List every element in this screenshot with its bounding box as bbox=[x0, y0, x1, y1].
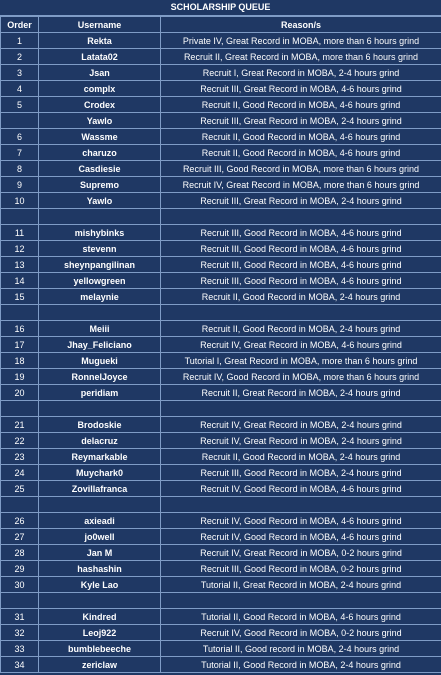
table-row bbox=[1, 417, 441, 433]
table-row bbox=[1, 49, 441, 65]
username-cell[interactable]: Jan M bbox=[39, 545, 161, 561]
username-cell[interactable]: axieadi bbox=[39, 513, 161, 529]
username-cell[interactable]: Casdiesie bbox=[39, 161, 161, 177]
reason-cell[interactable]: Recruit II, Great Record in MOBA, 2-4 hours grind bbox=[161, 385, 441, 401]
table-row bbox=[1, 353, 441, 369]
reason-cell[interactable]: Recruit IV, Good Record in MOBA, 4-6 hours grind bbox=[161, 481, 441, 497]
username-cell[interactable]: Kindred bbox=[39, 609, 161, 625]
username-cell[interactable]: Latata02 bbox=[39, 49, 161, 65]
reason-cell[interactable]: Recruit III, Good Record in MOBA, 0-2 hours grind bbox=[161, 561, 441, 577]
reason-cell[interactable]: Recruit II, Good Record in MOBA, 2-4 hours grind bbox=[161, 449, 441, 465]
reason-cell[interactable]: Recruit IV, Great Record in MOBA, 2-4 hours grind bbox=[161, 433, 441, 449]
order-cell[interactable]: 10 bbox=[1, 193, 39, 209]
empty-cell[interactable] bbox=[1, 593, 39, 609]
table-row bbox=[1, 625, 441, 641]
sheet-title: SCHOLARSHIP QUEUE bbox=[0, 0, 441, 16]
reason-cell[interactable]: Recruit IV, Good Record in MOBA, more than 6 hours grind bbox=[161, 369, 441, 385]
order-cell[interactable]: 25 bbox=[1, 481, 39, 497]
table-row bbox=[1, 561, 441, 577]
column-header-username[interactable]: Username bbox=[39, 17, 161, 33]
table-row bbox=[1, 609, 441, 625]
username-cell[interactable]: Yawlo bbox=[39, 113, 161, 129]
reason-cell[interactable]: Recruit III, Good Record in MOBA, 2-4 hours grind bbox=[161, 465, 441, 481]
spacer-row bbox=[1, 401, 441, 417]
empty-cell[interactable] bbox=[1, 209, 39, 225]
reason-cell[interactable]: Tutorial II, Good record in MOBA, 2-4 hours grind bbox=[161, 641, 441, 657]
reason-cell[interactable]: Recruit III, Great Record in MOBA, 2-4 hours grind bbox=[161, 193, 441, 209]
username-cell[interactable]: Rekta bbox=[39, 33, 161, 49]
order-cell[interactable]: 29 bbox=[1, 561, 39, 577]
reason-cell[interactable]: Tutorial II, Great Record in MOBA, 2-4 hours grind bbox=[161, 577, 441, 593]
order-cell[interactable]: 24 bbox=[1, 465, 39, 481]
order-cell[interactable]: 3 bbox=[1, 65, 39, 81]
empty-cell[interactable] bbox=[161, 401, 441, 417]
order-cell[interactable]: 12 bbox=[1, 241, 39, 257]
reason-cell[interactable]: Recruit III, Good Record in MOBA, 4-6 hours grind bbox=[161, 241, 441, 257]
reason-cell[interactable]: Recruit III, Great Record in MOBA, 2-4 hours grind bbox=[161, 113, 441, 129]
reason-cell[interactable]: Recruit IV, Good Record in MOBA, 0-2 hours grind bbox=[161, 625, 441, 641]
queue-table-body bbox=[1, 33, 441, 673]
reason-cell[interactable]: Recruit I, Great Record in MOBA, 2-4 hours grind bbox=[161, 65, 441, 81]
spacer-row bbox=[1, 209, 441, 225]
order-cell[interactable]: 2 bbox=[1, 49, 39, 65]
queue-table bbox=[0, 16, 441, 673]
reason-cell[interactable]: Private IV, Great Record in MOBA, more than 6 hours grind bbox=[161, 33, 441, 49]
spacer-row bbox=[1, 305, 441, 321]
order-cell[interactable]: 21 bbox=[1, 417, 39, 433]
username-cell[interactable]: Brodoskie bbox=[39, 417, 161, 433]
order-cell[interactable]: 9 bbox=[1, 177, 39, 193]
order-cell[interactable]: 18 bbox=[1, 353, 39, 369]
reason-cell[interactable]: Recruit III, Great Record in MOBA, 4-6 hours grind bbox=[161, 81, 441, 97]
table-row bbox=[1, 481, 441, 497]
table-row bbox=[1, 65, 441, 81]
reason-cell[interactable]: Recruit II, Good Record in MOBA, 2-4 hours grind bbox=[161, 289, 441, 305]
reason-cell[interactable]: Recruit II, Good Record in MOBA, 2-4 hours grind bbox=[161, 321, 441, 337]
empty-cell[interactable] bbox=[161, 305, 441, 321]
username-cell[interactable]: Jsan bbox=[39, 65, 161, 81]
reason-cell[interactable]: Tutorial I, Great Record in MOBA, more than 6 hours grind bbox=[161, 353, 441, 369]
reason-cell[interactable]: Recruit II, Good Record in MOBA, 4-6 hours grind bbox=[161, 97, 441, 113]
empty-cell[interactable] bbox=[39, 305, 161, 321]
table-row bbox=[1, 449, 441, 465]
spacer-row bbox=[1, 497, 441, 513]
username-cell[interactable]: Reymarkable bbox=[39, 449, 161, 465]
order-cell[interactable]: 6 bbox=[1, 129, 39, 145]
order-cell[interactable]: 15 bbox=[1, 289, 39, 305]
table-row bbox=[1, 113, 441, 129]
empty-cell[interactable] bbox=[39, 593, 161, 609]
empty-cell[interactable] bbox=[161, 497, 441, 513]
order-cell[interactable]: 13 bbox=[1, 257, 39, 273]
username-cell[interactable]: sheynpangilinan bbox=[39, 257, 161, 273]
reason-cell[interactable]: Recruit III, Good Record in MOBA, 4-6 hours grind bbox=[161, 225, 441, 241]
reason-cell[interactable]: Tutorial II, Good Record in MOBA, 2-4 hours grind bbox=[161, 657, 441, 673]
empty-cell[interactable] bbox=[39, 209, 161, 225]
table-row bbox=[1, 529, 441, 545]
reason-cell[interactable]: Recruit IV, Great Record in MOBA, 4-6 hours grind bbox=[161, 337, 441, 353]
reason-cell[interactable]: Recruit II, Good Record in MOBA, 4-6 hours grind bbox=[161, 145, 441, 161]
reason-cell[interactable]: Recruit IV, Good Record in MOBA, 4-6 hours grind bbox=[161, 529, 441, 545]
column-header-order[interactable]: Order bbox=[1, 17, 39, 33]
username-cell[interactable]: Mugueki bbox=[39, 353, 161, 369]
empty-cell[interactable] bbox=[161, 209, 441, 225]
order-cell[interactable]: 27 bbox=[1, 529, 39, 545]
order-cell[interactable]: 8 bbox=[1, 161, 39, 177]
username-cell[interactable]: Crodex bbox=[39, 97, 161, 113]
username-cell[interactable]: zericlaw bbox=[39, 657, 161, 673]
order-cell[interactable]: 31 bbox=[1, 609, 39, 625]
order-cell[interactable]: 17 bbox=[1, 337, 39, 353]
table-row bbox=[1, 577, 441, 593]
table-row bbox=[1, 385, 441, 401]
username-cell[interactable]: Jhay_Feliciano bbox=[39, 337, 161, 353]
username-cell[interactable]: Wassme bbox=[39, 129, 161, 145]
table-row bbox=[1, 321, 441, 337]
empty-cell[interactable] bbox=[39, 497, 161, 513]
table-row bbox=[1, 97, 441, 113]
order-cell[interactable]: 11 bbox=[1, 225, 39, 241]
table-row bbox=[1, 545, 441, 561]
order-cell[interactable]: 23 bbox=[1, 449, 39, 465]
username-cell[interactable]: Leoj922 bbox=[39, 625, 161, 641]
column-header-reasons[interactable]: Reason/s bbox=[161, 17, 441, 33]
reason-cell[interactable]: Recruit IV, Great Record in MOBA, more than 6 hours grind bbox=[161, 177, 441, 193]
order-cell[interactable]: 5 bbox=[1, 97, 39, 113]
reason-cell[interactable]: Recruit II, Good Record in MOBA, 4-6 hours grind bbox=[161, 129, 441, 145]
reason-cell[interactable]: Recruit II, Great Record in MOBA, more than 6 hours grind bbox=[161, 49, 441, 65]
empty-cell[interactable] bbox=[1, 401, 39, 417]
order-cell[interactable]: 20 bbox=[1, 385, 39, 401]
reason-cell[interactable]: Recruit III, Good Record in MOBA, 4-6 hours grind bbox=[161, 273, 441, 289]
table-row bbox=[1, 433, 441, 449]
order-cell[interactable] bbox=[1, 113, 39, 129]
username-cell[interactable]: Kyle Lao bbox=[39, 577, 161, 593]
table-row bbox=[1, 369, 441, 385]
order-cell[interactable]: 16 bbox=[1, 321, 39, 337]
table-row bbox=[1, 657, 441, 673]
table-row bbox=[1, 513, 441, 529]
header-row bbox=[1, 17, 441, 33]
table-row bbox=[1, 641, 441, 657]
username-cell[interactable]: Meiii bbox=[39, 321, 161, 337]
spacer-row bbox=[1, 593, 441, 609]
reason-cell[interactable]: Recruit III, Good Record in MOBA, 4-6 hours grind bbox=[161, 257, 441, 273]
table-row bbox=[1, 257, 441, 273]
table-row bbox=[1, 193, 441, 209]
order-cell[interactable]: 1 bbox=[1, 33, 39, 49]
username-cell[interactable]: Yawlo bbox=[39, 193, 161, 209]
table-row bbox=[1, 161, 441, 177]
table-row bbox=[1, 129, 441, 145]
order-cell[interactable]: 32 bbox=[1, 625, 39, 641]
empty-cell[interactable] bbox=[1, 497, 39, 513]
order-cell[interactable]: 7 bbox=[1, 145, 39, 161]
order-cell[interactable]: 28 bbox=[1, 545, 39, 561]
order-cell[interactable]: 34 bbox=[1, 657, 39, 673]
table-row bbox=[1, 273, 441, 289]
table-row bbox=[1, 289, 441, 305]
order-cell[interactable]: 30 bbox=[1, 577, 39, 593]
username-cell[interactable]: mishybinks bbox=[39, 225, 161, 241]
empty-cell[interactable] bbox=[161, 593, 441, 609]
empty-cell[interactable] bbox=[39, 401, 161, 417]
username-cell[interactable]: Muychark0 bbox=[39, 465, 161, 481]
order-cell[interactable]: 4 bbox=[1, 81, 39, 97]
username-cell[interactable]: yellowgreen bbox=[39, 273, 161, 289]
username-cell[interactable]: stevenn bbox=[39, 241, 161, 257]
table-row bbox=[1, 241, 441, 257]
username-cell[interactable]: Supremo bbox=[39, 177, 161, 193]
table-row bbox=[1, 81, 441, 97]
username-cell[interactable]: peridiam bbox=[39, 385, 161, 401]
order-cell[interactable]: 19 bbox=[1, 369, 39, 385]
order-cell[interactable]: 26 bbox=[1, 513, 39, 529]
username-cell[interactable]: bumblebeeche bbox=[39, 641, 161, 657]
username-cell[interactable]: charuzo bbox=[39, 145, 161, 161]
username-cell[interactable]: jo0well bbox=[39, 529, 161, 545]
order-cell[interactable]: 33 bbox=[1, 641, 39, 657]
table-row bbox=[1, 145, 441, 161]
table-row bbox=[1, 465, 441, 481]
username-cell[interactable]: delacruz bbox=[39, 433, 161, 449]
order-cell[interactable]: 22 bbox=[1, 433, 39, 449]
table-row bbox=[1, 225, 441, 241]
username-cell[interactable]: melaynie bbox=[39, 289, 161, 305]
reason-cell[interactable]: Recruit III, Good Record in MOBA, more than 6 hours grind bbox=[161, 161, 441, 177]
username-cell[interactable]: RonnelJoyce bbox=[39, 369, 161, 385]
reason-cell[interactable]: Recruit IV, Good Record in MOBA, 4-6 hours grind bbox=[161, 513, 441, 529]
reason-cell[interactable]: Tutorial II, Good Record in MOBA, 4-6 hours grind bbox=[161, 609, 441, 625]
username-cell[interactable]: Zovillafranca bbox=[39, 481, 161, 497]
empty-cell[interactable] bbox=[1, 305, 39, 321]
order-cell[interactable]: 14 bbox=[1, 273, 39, 289]
reason-cell[interactable]: Recruit IV, Great Record in MOBA, 2-4 hours grind bbox=[161, 417, 441, 433]
table-row bbox=[1, 177, 441, 193]
table-row bbox=[1, 33, 441, 49]
table-row bbox=[1, 337, 441, 353]
reason-cell[interactable]: Recruit IV, Great Record in MOBA, 0-2 hours grind bbox=[161, 545, 441, 561]
username-cell[interactable]: hashashin bbox=[39, 561, 161, 577]
username-cell[interactable]: complx bbox=[39, 81, 161, 97]
